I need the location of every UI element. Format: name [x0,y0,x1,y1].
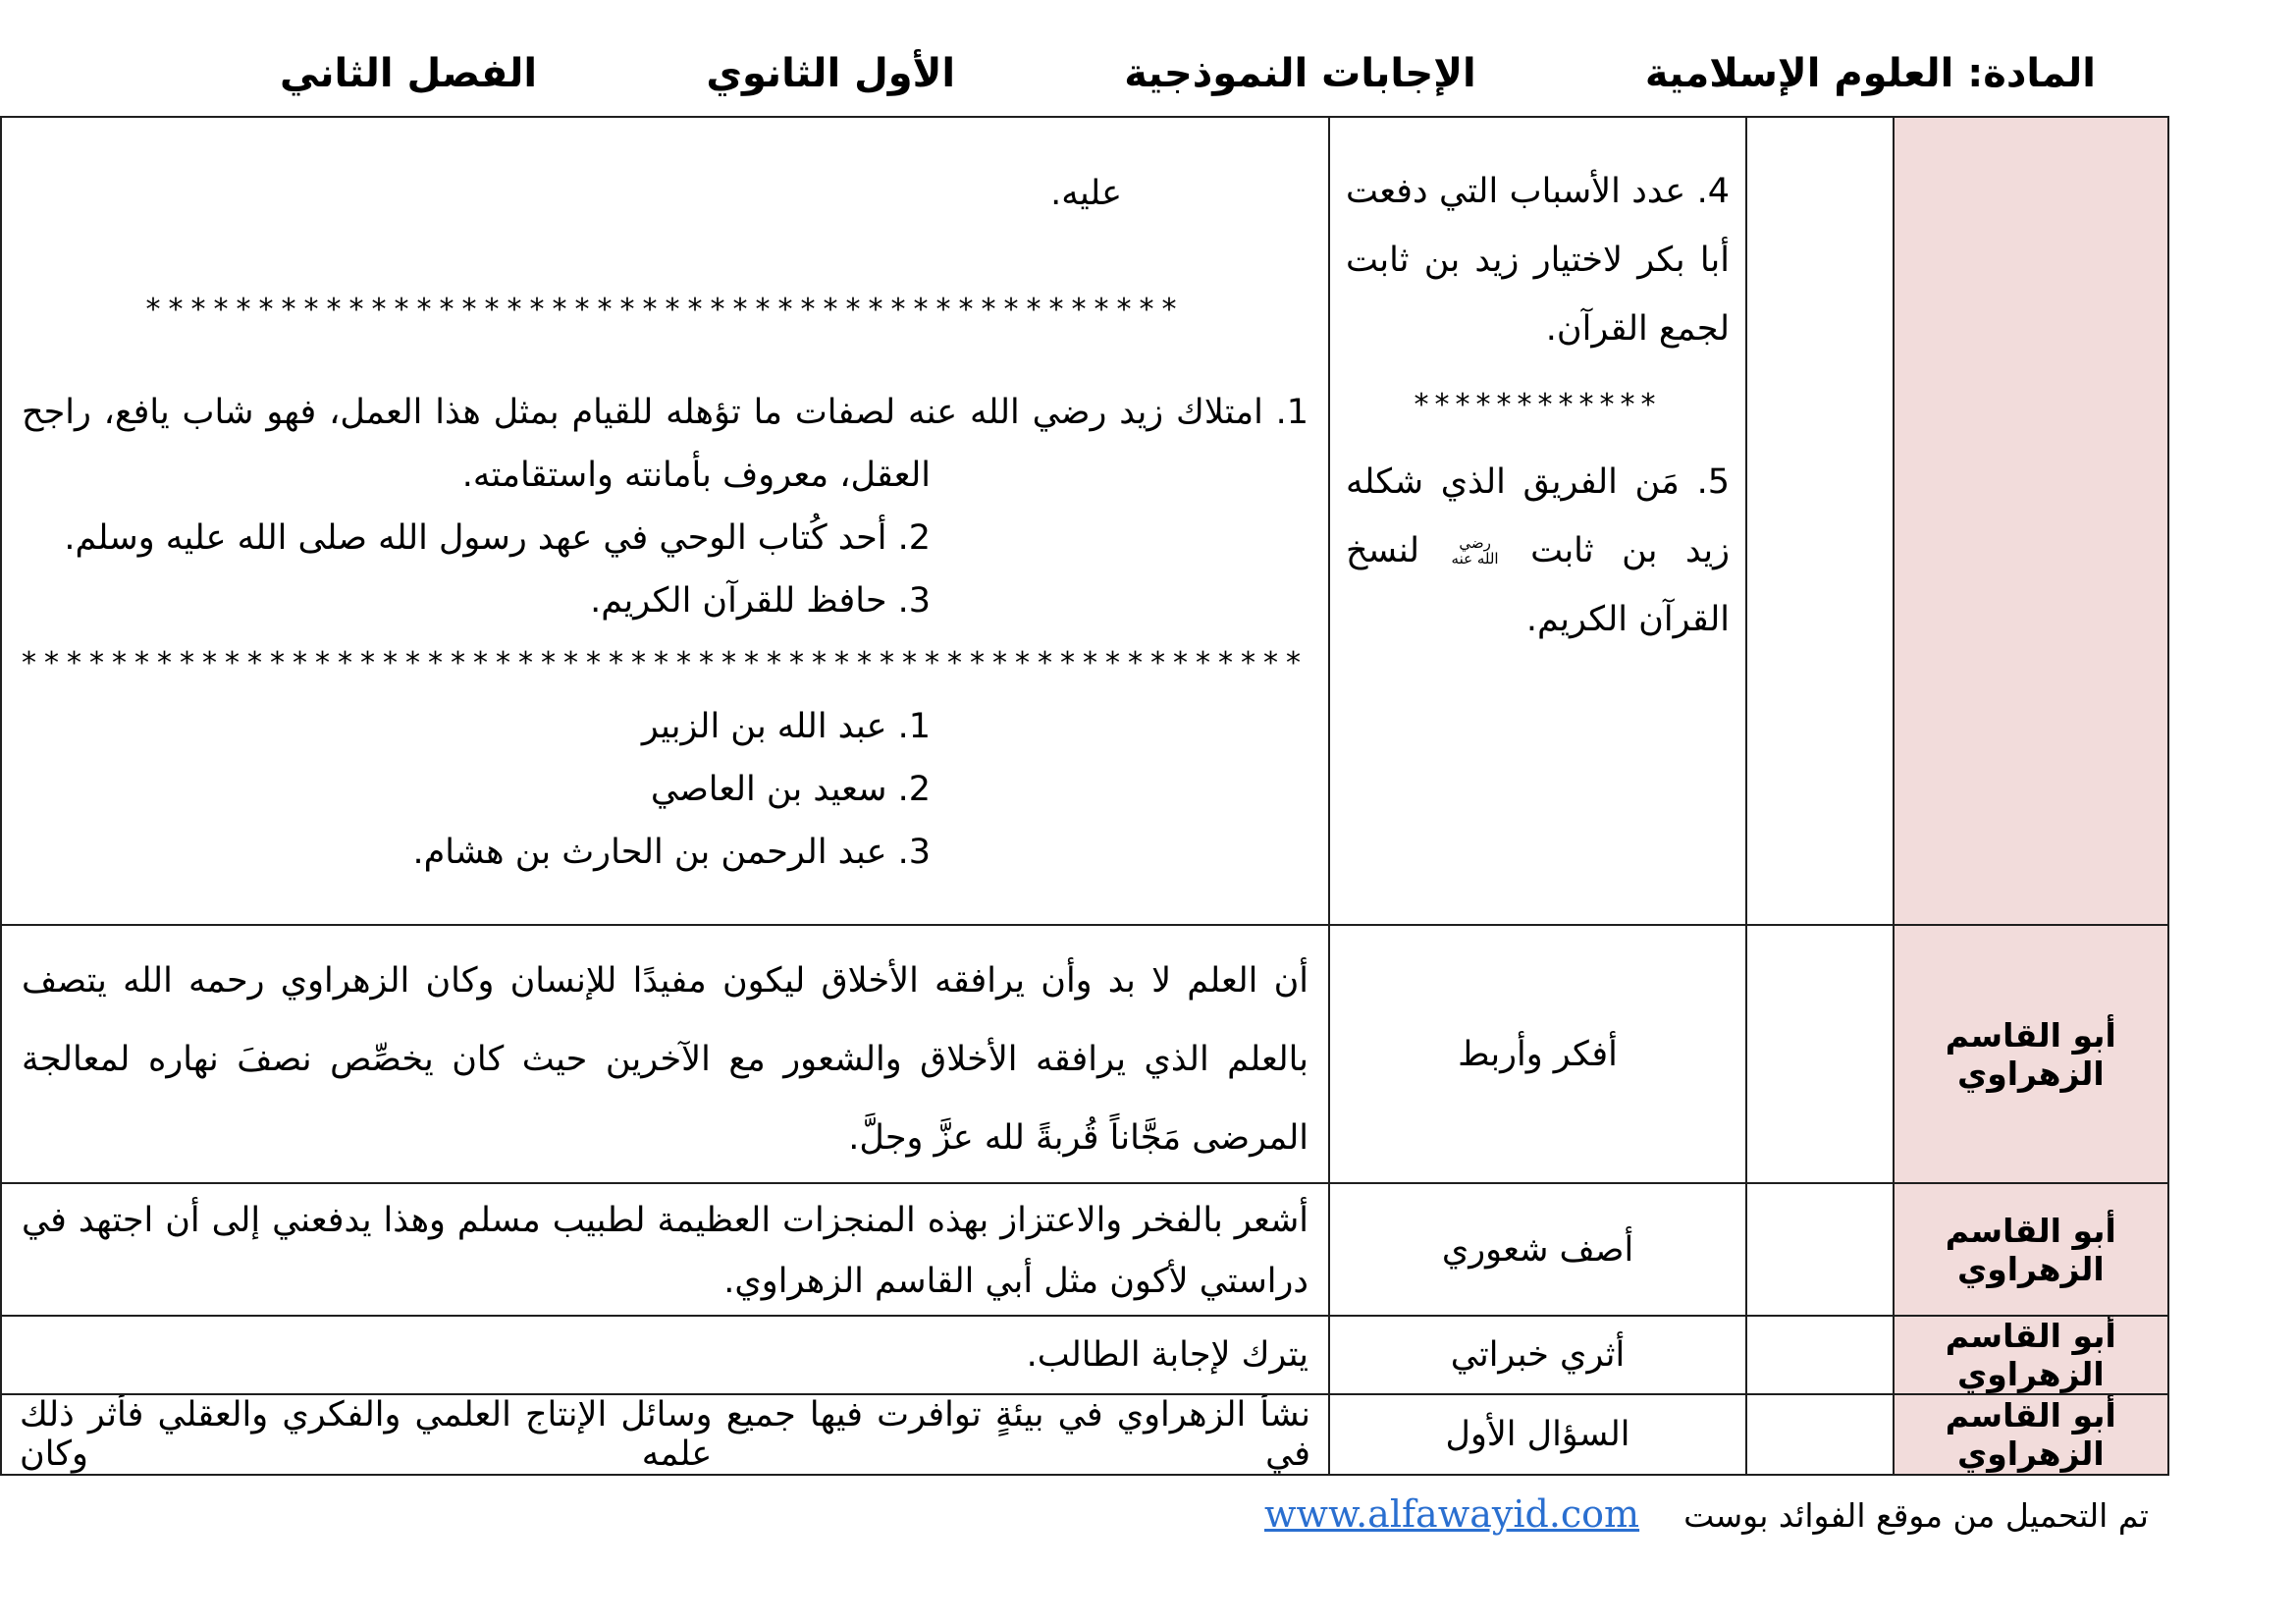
table-row-questions-4-5 [1,117,2168,925]
answer-cell [1,925,1329,1183]
question-4-text: 4. عدد الأسباب التي دفعت أبا بكر لاختيار زيد بن ثابت لجمع القرآن. [1346,172,1730,349]
question-cell [1329,117,1746,925]
activity-label: أفكر وأربط [1458,1034,1618,1074]
activity-label: أصف شعوري [1441,1229,1634,1270]
footer [1264,1492,2149,1536]
table-row-first-question [1,1394,2168,1475]
answer-text: أشعر بالفخر والاعتزاز بهذه المنجزات العظيمة لطبيب مسلم وهذا يدفعني إلى أن اجتهد في دراستي لأكون مثل أبي القاسم الزهراوي. [22,1201,1309,1301]
download-credit-text: تم التحميل من موقع الفوائد بوست [1683,1496,2149,1535]
table-row-think-connect [1,925,2168,1183]
answers-table [0,116,2169,1476]
stars-divider-question: ************ [1414,388,1662,422]
website-link[interactable]: www.alfawayid.com [1264,1492,1640,1536]
question-cell [1329,1394,1746,1475]
answers-table-container [0,116,2169,1476]
answer-carryover-text: عليه. [1050,174,1123,213]
mark-cell-empty [1746,1183,1894,1316]
list-item: 3. حافظ للقرآن الكريم. [590,581,932,621]
answer-cell [1,1183,1329,1316]
question-5-text [1346,448,1730,654]
table-row-enrich-experience [1,1316,2168,1394]
subject-label: المادة: العلوم الإسلامية [1644,51,2096,96]
question-cell [1329,925,1746,1183]
answer-cell [1,117,1329,925]
table-row-describe-feeling [1,1183,2168,1316]
name-cell: أبو القاسم الزهراوي [1894,1316,2168,1394]
stars-divider-2: ********************************************************* [22,646,1309,680]
answer-list-zaid-traits [22,381,1308,632]
header-bar [280,51,2096,96]
question-5-lead: 5. مَن الفريق الذي شكله زيد بن ثابت [1346,462,1730,570]
question-5-tail: لنسخ القرآن الكريم. [1346,531,1730,639]
page-title: الإجابات النموذجية [1124,51,1476,96]
answer-cell [1,1394,1329,1475]
answer-text: يترك لإجابة الطالب. [1026,1335,1309,1375]
mark-cell-empty [1746,1394,1894,1475]
name-cell-empty [1894,117,2168,925]
list-item: 3. عبد الرحمن بن الحارث بن هشام. [412,833,932,872]
name-cell: أبو القاسم الزهراوي [1894,1183,2168,1316]
mark-cell-empty [1746,925,1894,1183]
activity-label: أثري خبراتي [1450,1335,1626,1375]
answer-cell [1,1316,1329,1394]
mark-cell-empty [1746,117,1894,925]
name-cell: أبو القاسم الزهراوي [1894,925,2168,1183]
answer-text: نشأ الزهراوي في بيئةٍ توافرت فيها جميع وسائل الإنتاج العلمي والفكري والعقلي فأثر ذلك في علمه وكان [20,1395,1311,1474]
list-item: 2. أحد كُتاب الوحي في عهد رسول الله صلى الله عليه وسلم. [64,518,932,558]
semester-label: الفصل الثاني [280,51,538,96]
answer-list-committee-names [22,695,1308,884]
list-item: 1. امتلاك زيد رضي الله عنه لصفات ما تؤهله للقيام بمثل هذا العمل، فهو شاب يافع، راجح العقل، معروف بأمانته واستقامته. [22,393,1309,495]
grade-label: الأول الثانوي [706,51,956,96]
question-cell [1329,1183,1746,1316]
answer-text: أن العلم لا بد وأن يرافقه الأخلاق ليكون مفيدًا للإنسان وكان الزهراوي رحمه الله يتصف بالعلم الذي يرافقه الأخلاق والشعور مع الآخرين حيث كان يخصِّص نصفَ نهاره لمعالجة المرضى مَجَّاناً قُربةً لله عزَّ وجلَّ. [22,961,1309,1158]
mark-cell-empty [1746,1316,1894,1394]
activity-label: السؤال الأول [1445,1415,1630,1454]
list-item: 1. عبد الله بن الزبير [641,707,932,746]
question-cell [1329,1316,1746,1394]
list-item: 2. سعيد بن العاصي [650,770,932,809]
stars-divider-1: ********************************************** [145,293,1185,327]
radi-allahu-anhu-mark: رضي الله عنه [1451,534,1499,568]
name-cell: أبو القاسم الزهراوي [1894,1394,2168,1475]
